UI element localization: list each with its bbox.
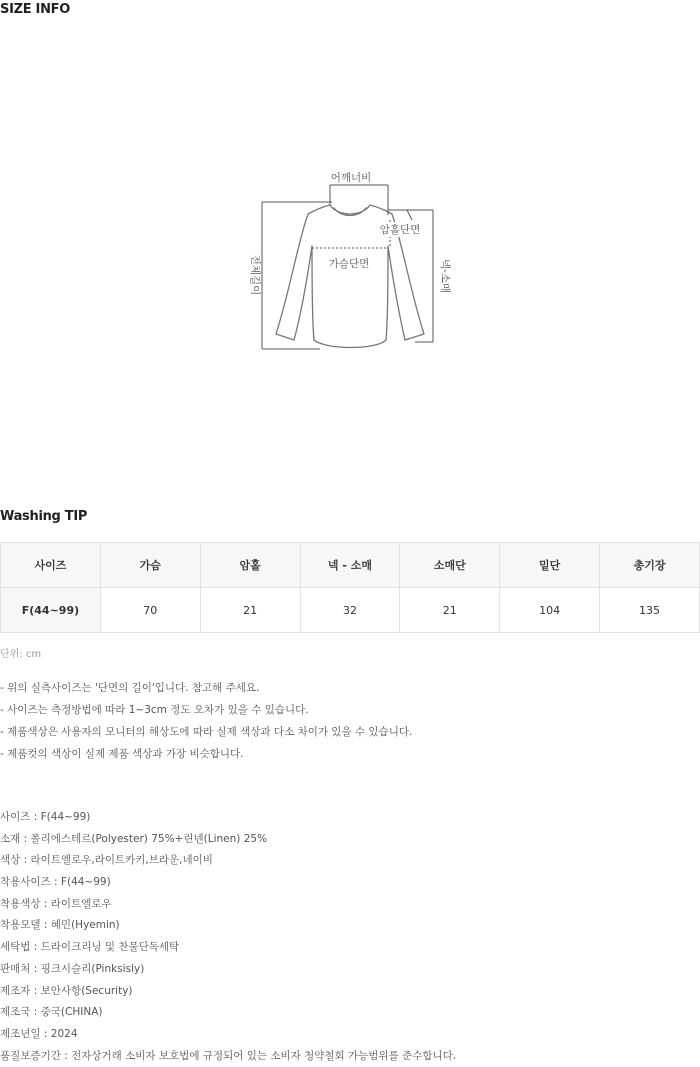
- neck-sleeve-label: 넥-소매: [439, 258, 451, 294]
- cell-hem: 104: [500, 588, 600, 633]
- size-info-title: SIZE INFO: [0, 2, 70, 17]
- cell-neck-sleeve: 32: [300, 588, 400, 633]
- cell-size: F(44~99): [1, 588, 101, 633]
- chest-label: 가슴단면: [328, 258, 370, 270]
- info-worn-size: 착용사이즈 : F(44~99): [0, 876, 111, 889]
- cell-armhole: 21: [200, 588, 300, 633]
- table-row: [1, 588, 700, 633]
- note-item: - 제품색상은 사용자의 모니터의 해상도에 따라 실제 색상과 다소 차이가 있을 수 있습니다.: [0, 726, 413, 738]
- note-item: - 제품컷의 색상이 실제 제품 색상과 가장 비슷합니다.: [0, 748, 244, 760]
- info-worn-color: 착용색상 : 라이트엘로우: [0, 897, 112, 910]
- length-label: 전체길이: [249, 254, 261, 296]
- cell-chest: 70: [100, 588, 200, 633]
- cell-total-length: 135: [600, 588, 700, 633]
- size-table: [0, 542, 700, 633]
- note-item: - 사이즈는 측정방법에 따라 1~3cm 정도 오차가 있을 수 있습니다.: [0, 704, 309, 716]
- note-item: - 위의 실측사이즈는 '단면의 길이'입니다. 참고해 주세요.: [0, 682, 260, 694]
- shoulder-label: 어깨너비: [330, 172, 372, 184]
- info-model: 착용모델 : 혜민(Hyemin): [0, 919, 120, 932]
- armhole-label: 암홀단면: [379, 224, 421, 236]
- info-washing: 세탁법 : 드라이크리닝 및 찬물단독세탁: [0, 941, 180, 954]
- info-material: 소재 : 폴리에스테르(Polyester) 75%+린넨(Linen) 25%: [0, 832, 268, 845]
- header-neck-sleeve: 넥 - 소매: [300, 543, 400, 588]
- info-color: 색상 : 라이트엘로우,라이트카키,브라운,네이비: [0, 854, 213, 867]
- garment-measurement-diagram: [0, 160, 700, 360]
- header-size: 사이즈: [1, 543, 101, 588]
- product-info-list: [0, 807, 456, 1067]
- info-manufacture-year: 제조년일 : 2024: [0, 1027, 78, 1040]
- header-total-length: 총기장: [600, 543, 700, 588]
- washing-tip-title: Washing TIP: [0, 509, 88, 524]
- info-country: 제조국 : 중국(CHINA): [0, 1006, 103, 1019]
- info-manufacturer: 제조자 : 보안사항(Security): [0, 984, 133, 997]
- cell-sleeve-cuff: 21: [400, 588, 500, 633]
- info-size: 사이즈 : F(44~99): [0, 811, 91, 823]
- unit-label: 단위: cm: [0, 649, 42, 660]
- header-sleeve-cuff: 소매단: [400, 543, 500, 588]
- table-header-row: [1, 543, 700, 588]
- notes-list: [0, 677, 412, 765]
- header-armhole: 암홀: [200, 543, 300, 588]
- header-chest: 가슴: [100, 543, 200, 588]
- info-seller: 판매처 : 핑크시슬리(Pinksisly): [0, 962, 145, 975]
- header-hem: 밑단: [500, 543, 600, 588]
- info-warranty: 품질보증기간 : 전자상거래 소비자 보호법에 규정되어 있는 소비자 청약철회 가능범위를 준수합니다.: [0, 1049, 457, 1062]
